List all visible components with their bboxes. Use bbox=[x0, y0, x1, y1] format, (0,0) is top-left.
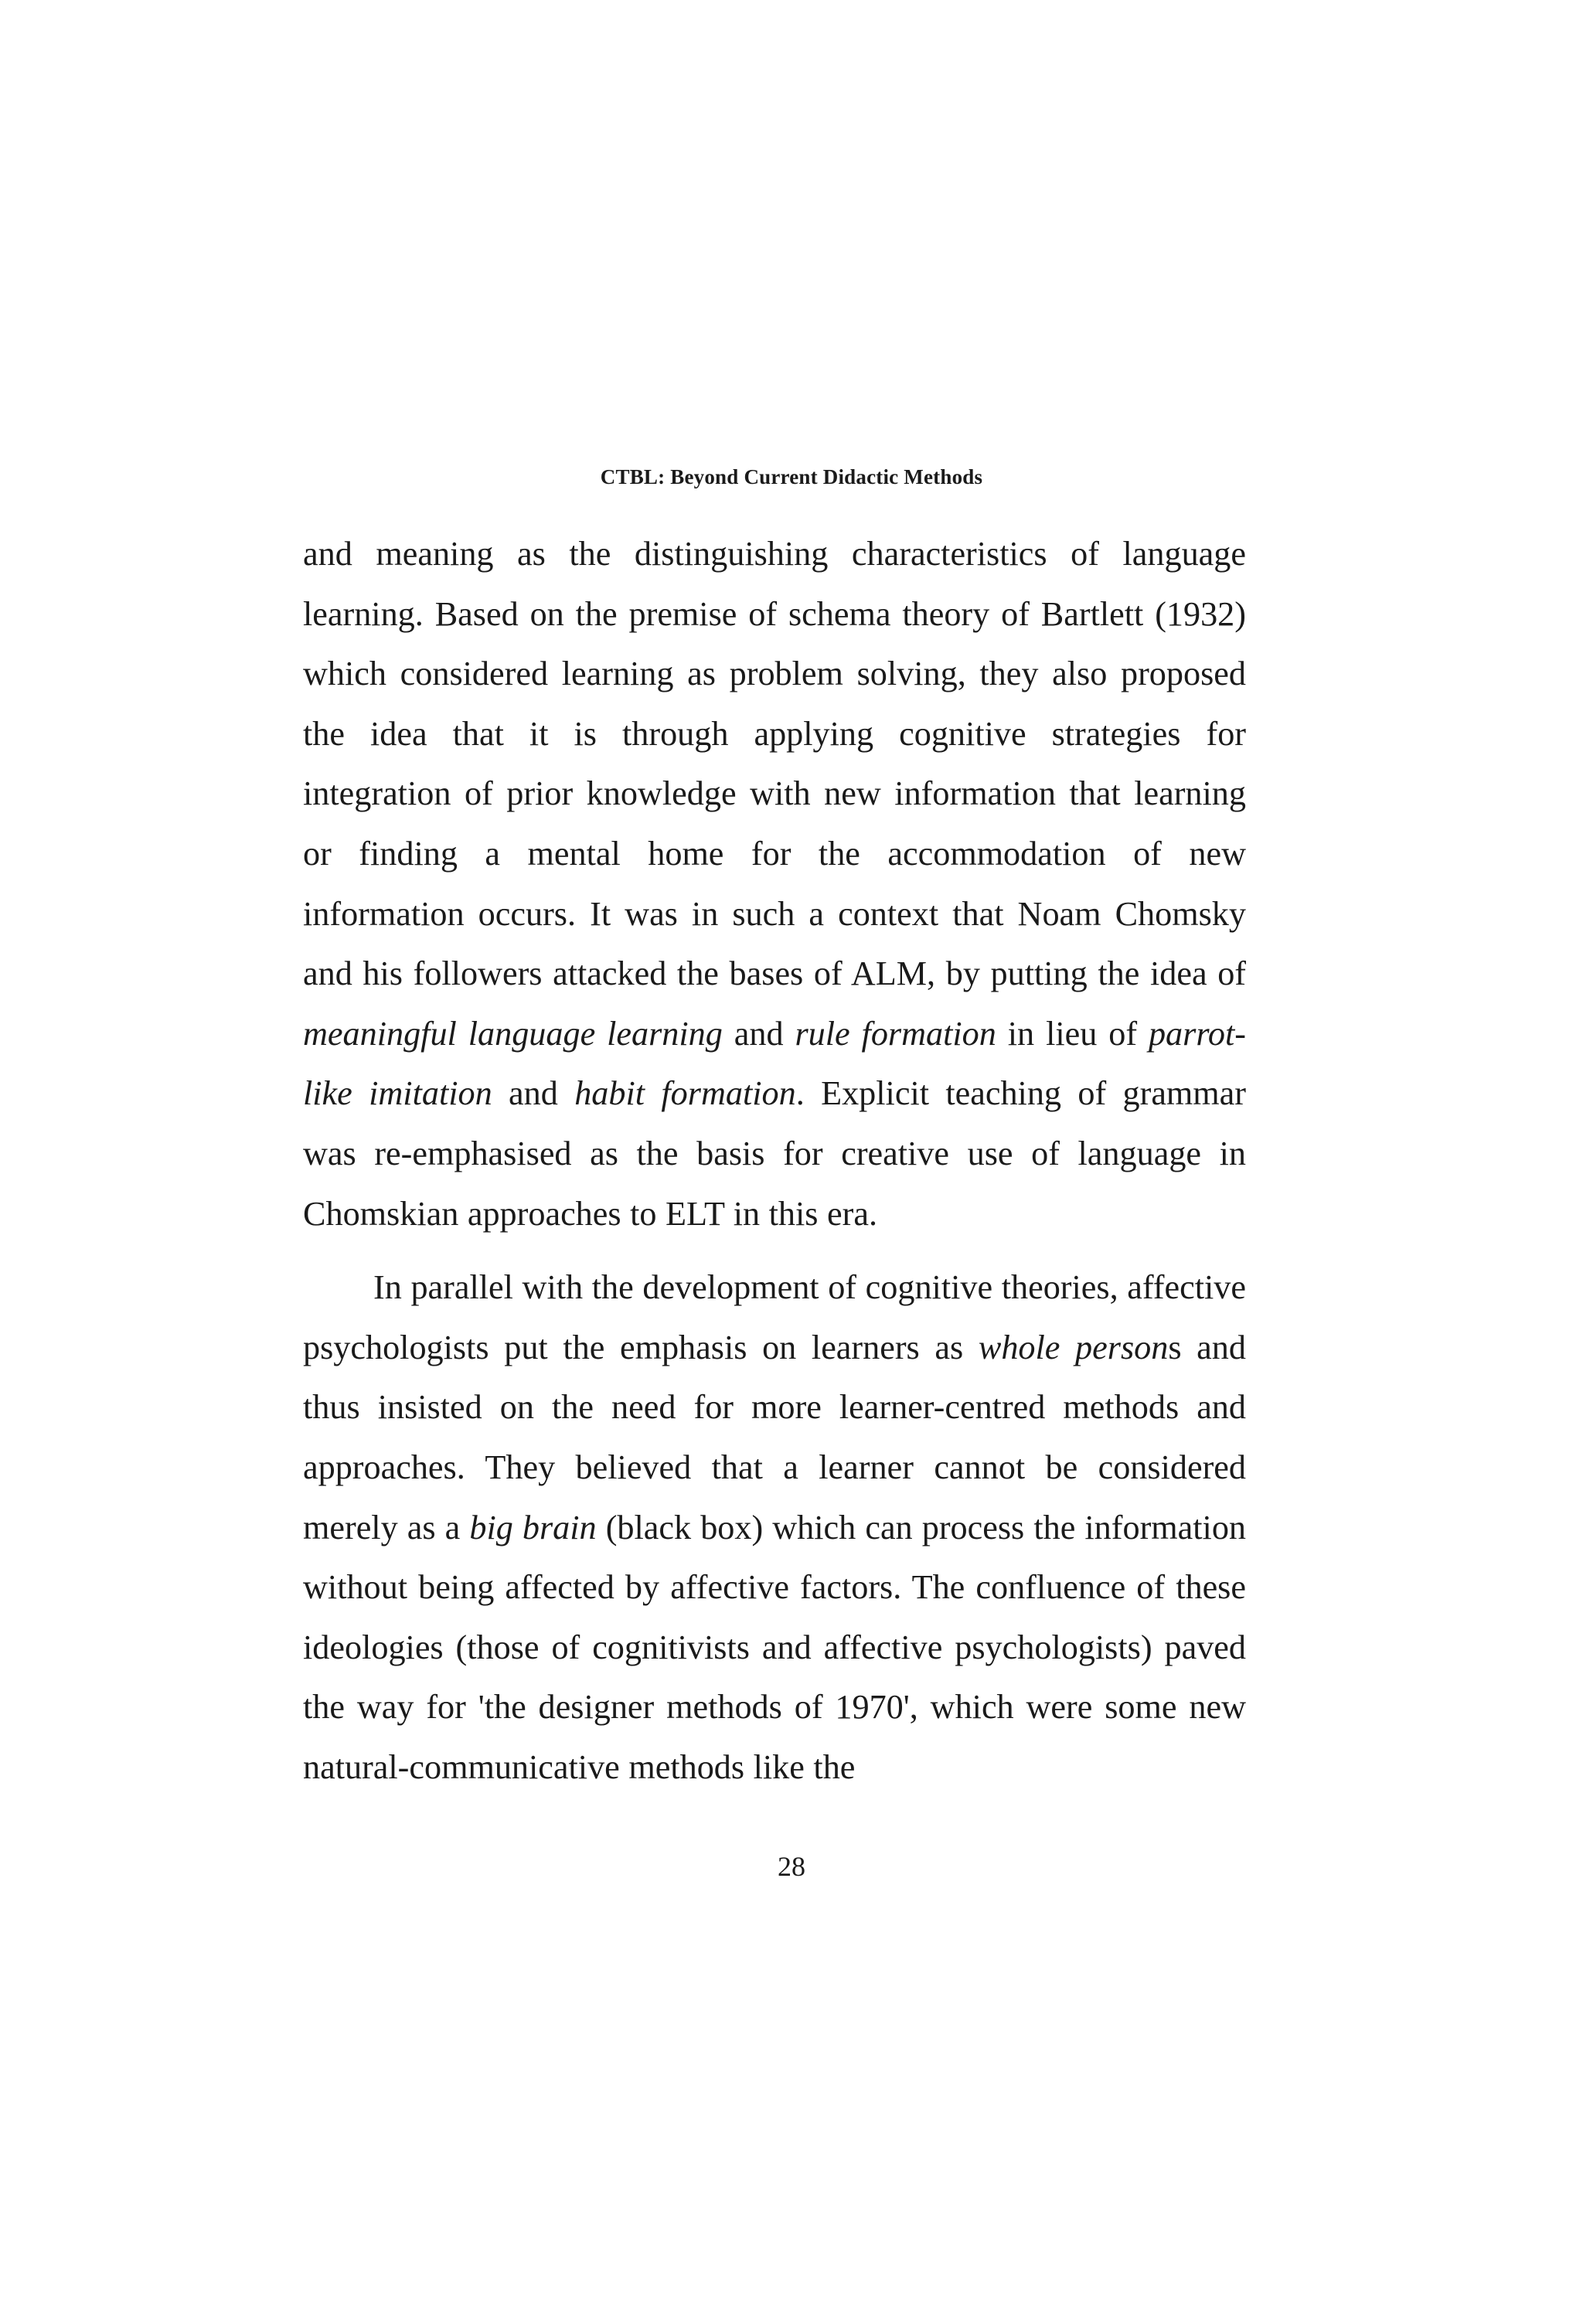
body-text bbox=[303, 524, 1246, 1797]
italic-phrase: parrot-like imitation bbox=[303, 1014, 1246, 1113]
text-run: . Explicit teaching of grammar was re-emphasised as the basis for creative use of language in Chomskian approaches to ELT in this era. bbox=[303, 1074, 1246, 1233]
text-run: and bbox=[722, 1014, 795, 1053]
paragraph-2 bbox=[303, 1257, 1246, 1797]
paragraph-1 bbox=[303, 524, 1246, 1244]
text-run: s and thus insisted on the need for more learner-centred methods and approaches. They believed that a learner cannot be considered merely as a bbox=[303, 1328, 1246, 1546]
italic-phrase: habit formation bbox=[574, 1074, 796, 1113]
italic-phrase: big brain bbox=[469, 1508, 597, 1546]
page-number: 28 bbox=[778, 1851, 805, 1882]
italic-phrase: meaningful language learning bbox=[303, 1014, 723, 1053]
running-header: CTBL: Beyond Current Didactic Methods bbox=[600, 465, 983, 488]
text-run: and meaning as the distinguishing characteristics of language learning. Based on the premise of schema theory of Bartlett (1932) which considered learning as problem solving, they also proposed the idea that it is through applying cognitive strategies for integration of prior knowledge with new information that learning or finding a mental home for the accommodation of new information occurs. It was in such a context that Noam Chomsky and his followers attacked the bases of ALM, by putting the idea of bbox=[303, 535, 1246, 993]
italic-phrase: rule formation bbox=[795, 1014, 996, 1053]
text-run: In parallel with the development of cognitive theories, affective psychologists put the emphasis on learners as bbox=[303, 1268, 1246, 1366]
italic-phrase: whole person bbox=[978, 1328, 1169, 1366]
text-run: in lieu of bbox=[996, 1014, 1149, 1053]
text-run: (black box) which can process the information without being affected by affective factors. The confluence of these ideologies (those of cognitivists and affective psychologists) paved the way for 'the designer methods of 1970', which were some new natural-communicative methods like the bbox=[303, 1508, 1247, 1786]
text-run: and bbox=[492, 1074, 575, 1113]
